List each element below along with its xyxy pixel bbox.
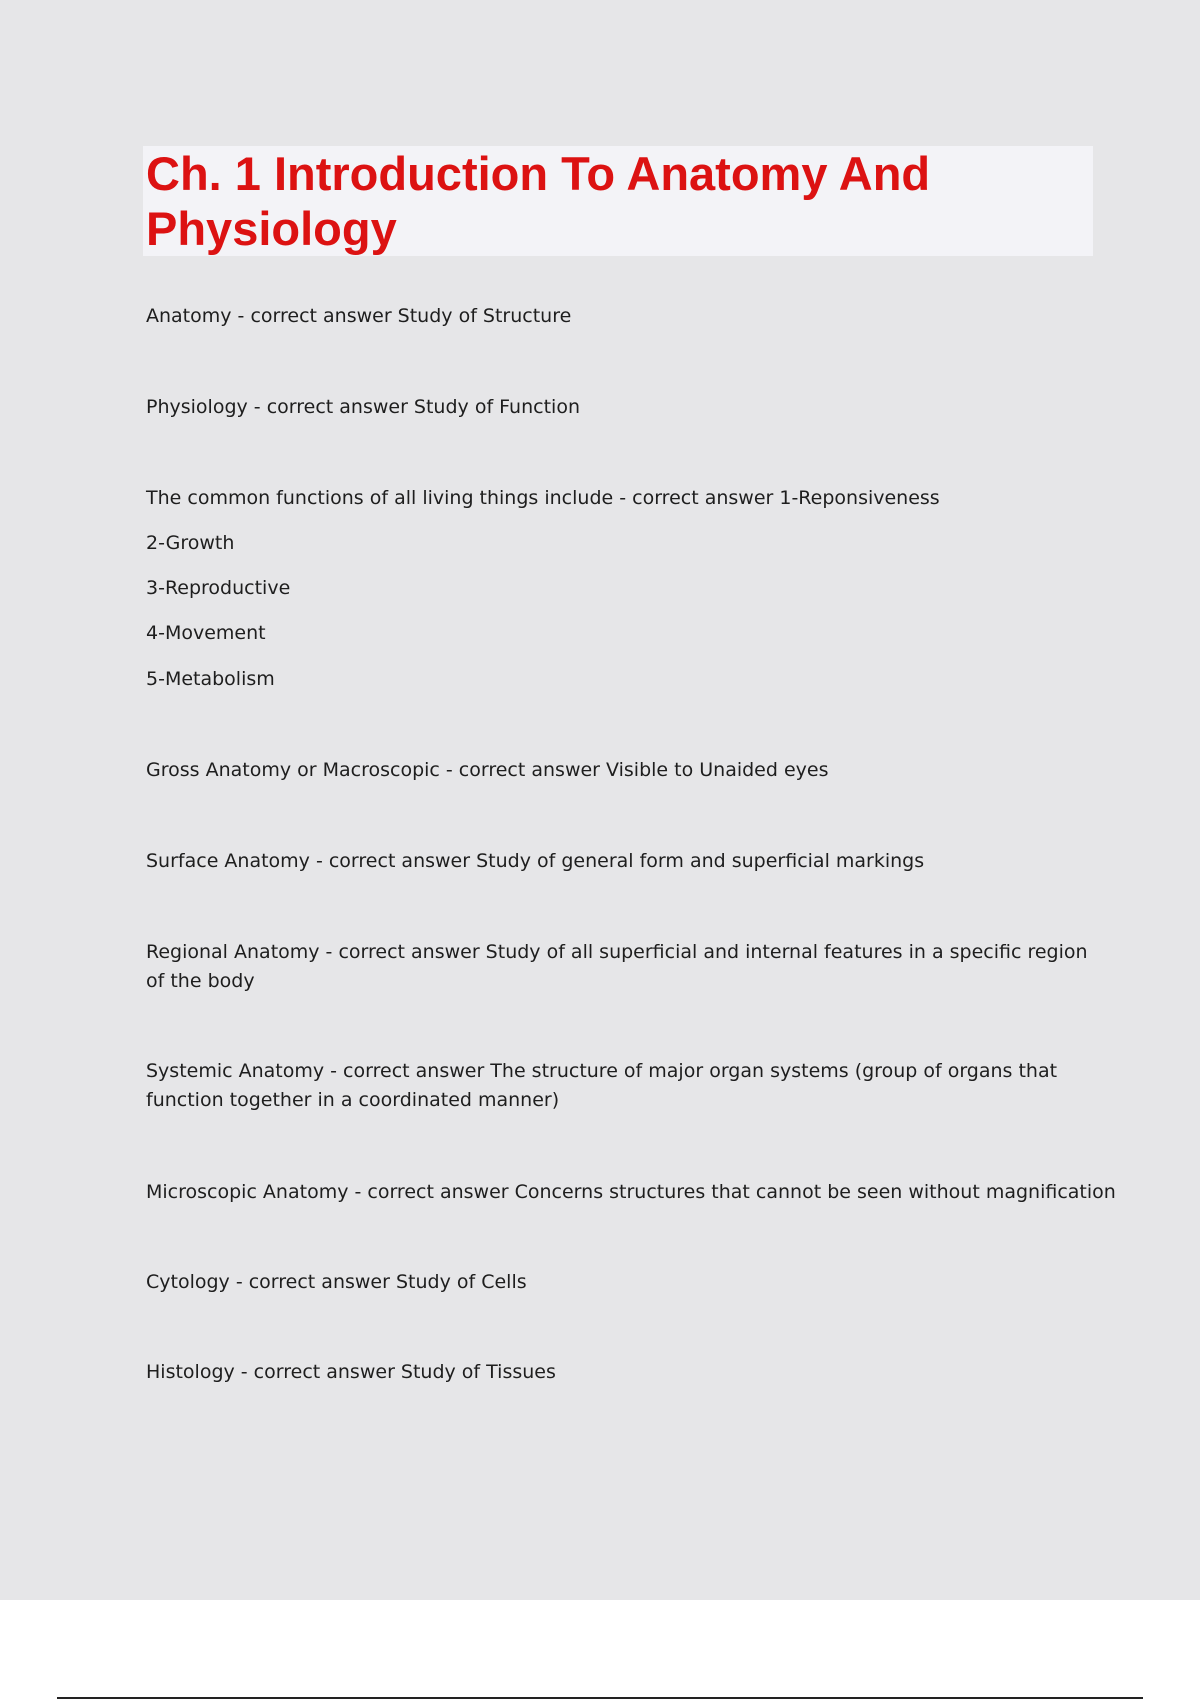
title-banner [143,146,1093,256]
list-item: Surface Anatomy - correct answer Study of general form and superficial markings [146,850,925,872]
page-title: Ch. 1 Introduction To Anatomy And Physiology [146,147,931,255]
list-item: Gross Anatomy or Macroscopic - correct answer Visible to Unaided eyes [146,759,829,781]
list-item: The common functions of all living things include - correct answer 1-Reponsiveness [146,487,940,509]
list-item: Microscopic Anatomy - correct answer Concerns structures that cannot be seen without magnification [146,1181,1116,1203]
list-item: Anatomy - correct answer Study of Structure [146,305,572,327]
list-item: 3-Reproductive [146,577,291,599]
footer-divider [57,1697,1143,1699]
list-item: 4-Movement [146,622,266,644]
list-item: Cytology - correct answer Study of Cells [146,1271,527,1293]
list-item: Physiology - correct answer Study of Function [146,396,580,418]
page-footer [0,1600,1200,1700]
list-item: 5-Metabolism [146,668,275,690]
list-item: 2-Growth [146,532,235,554]
list-item: Regional Anatomy - correct answer Study of all superficial and internal features in a specific region of the body [146,941,1088,992]
list-item: Systemic Anatomy - correct answer The structure of major organ systems (group of organs that function together in a coordinated manner) [146,1060,1058,1111]
list-item: Histology - correct answer Study of Tissues [146,1361,556,1383]
